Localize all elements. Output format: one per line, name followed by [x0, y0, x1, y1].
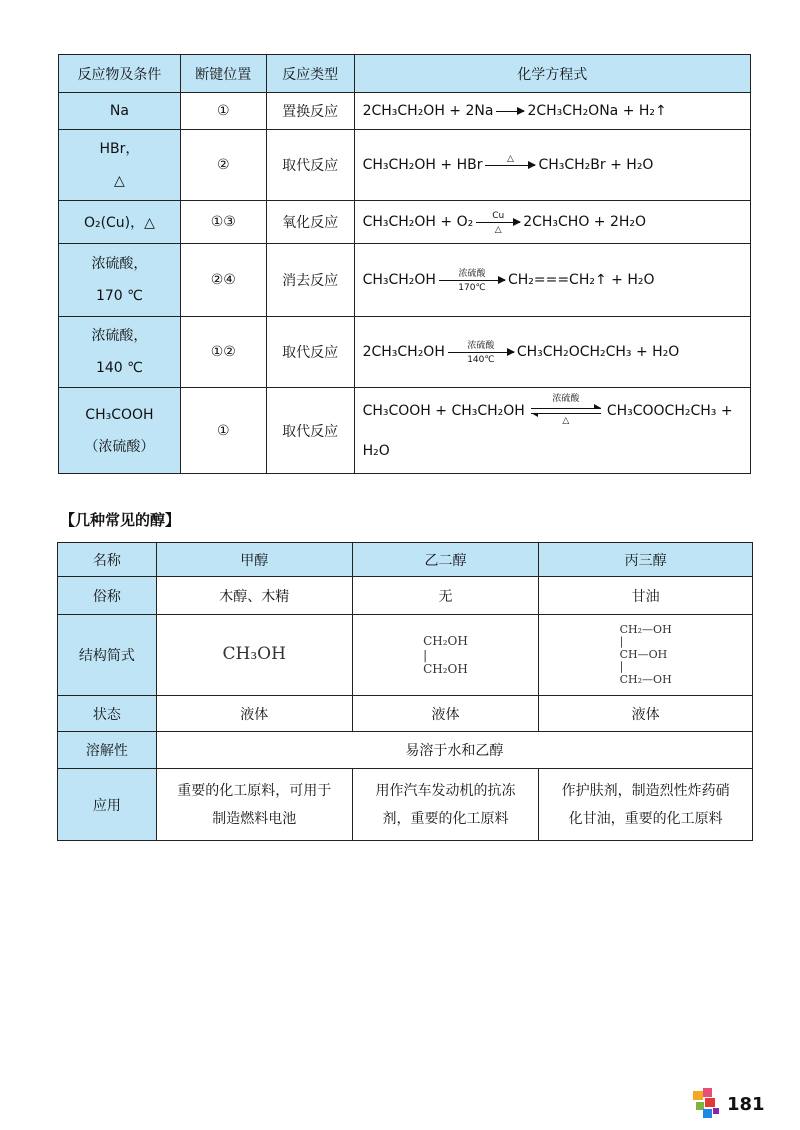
use-glycerol [539, 769, 753, 841]
label-name: 名称 [58, 543, 157, 577]
reaction-arrow [476, 210, 520, 235]
struct-line: CH₂—OH [619, 672, 672, 686]
struct-line: | [619, 660, 624, 673]
common-methanol: 木醇、木精 [156, 577, 352, 615]
publisher-logo-icon [691, 1087, 721, 1121]
section-title: 【几种常见的醇】 [60, 511, 181, 529]
type-cell: 置换反应 [266, 93, 354, 130]
struct-line: CH—OH [619, 647, 668, 661]
use-methanol [156, 769, 352, 841]
common-ethylene-glycol: 无 [352, 577, 539, 615]
state-ethylene-glycol: 液体 [352, 696, 539, 732]
equation-right: CH₃CH₂OCH₂CH₃ + H₂O [516, 344, 680, 360]
header-bond: 断键位置 [180, 55, 266, 93]
name-methanol: 甲醇 [156, 543, 352, 577]
table-row [58, 732, 753, 769]
equation-right: CH₂===CH₂↑ + H₂O [507, 272, 655, 288]
arrow-condition-below: 170℃ [458, 282, 486, 293]
arrow-condition-below: 140℃ [467, 354, 495, 365]
table-row [59, 244, 751, 317]
type-cell: 取代反应 [266, 130, 354, 201]
condition-text-2: （浓硫酸） [84, 438, 155, 455]
use-line: 制造燃料电池 [212, 810, 297, 827]
arrow-condition-above: 浓硫酸 [467, 340, 495, 351]
condition-cell [59, 130, 181, 201]
equation-cell [354, 317, 750, 388]
equation-left: CH₃CH₂OH + HBr [362, 157, 483, 173]
use-line: 重要的化工原料，可用于 [177, 782, 332, 799]
structure-ethylene-glycol [352, 615, 539, 696]
table-row [58, 543, 753, 577]
page-number: 181 [727, 1094, 765, 1115]
table-row [59, 130, 751, 201]
type-cell: 取代反应 [266, 388, 354, 474]
condition-text: 浓硫酸， [91, 328, 148, 344]
type-cell: 消去反应 [266, 244, 354, 317]
table-row [59, 93, 751, 130]
common-glycerol: 甘油 [539, 577, 753, 615]
equation-left: CH₃COOH + CH₃CH₂OH [362, 402, 525, 419]
state-glycerol: 液体 [539, 696, 753, 732]
arrow-condition-below: △ [562, 415, 570, 426]
condition-cell [59, 201, 181, 244]
condition-cell [59, 244, 181, 317]
use-line: 用作汽车发动机的抗冻 [375, 782, 516, 799]
equation-cell [354, 388, 750, 474]
type-cell: 氧化反应 [266, 201, 354, 244]
header-equation: 化学方程式 [354, 55, 750, 93]
structure-methanol [156, 615, 352, 696]
equation-left: CH₃CH₂OH [362, 272, 436, 288]
label-solubility: 溶解性 [58, 732, 157, 769]
reaction-arrow [448, 340, 514, 365]
reaction-table [58, 54, 751, 474]
table-row [58, 696, 753, 732]
table-row [59, 201, 751, 244]
name-glycerol: 丙三醇 [539, 543, 753, 577]
label-state: 状态 [58, 696, 157, 732]
type-cell: 取代反应 [266, 317, 354, 388]
use-line: 剂，重要的化工原料 [382, 810, 509, 827]
bond-cell: ②④ [180, 244, 266, 317]
bond-cell: ① [180, 93, 266, 130]
equation-right: 2CH₃CH₂ONa + H₂↑ [527, 103, 667, 119]
condition-text-2: 140 ℃ [95, 360, 143, 376]
struct-line: | [619, 635, 624, 648]
equation-cell [354, 201, 750, 244]
name-ethylene-glycol: 乙二醇 [352, 543, 539, 577]
structure-formula [423, 634, 468, 676]
structure-glycerol [539, 615, 753, 696]
table-row [59, 388, 751, 474]
arrow-condition-above: 浓硫酸 [458, 268, 486, 279]
equation-left: 2CH₃CH₂OH + 2Na [362, 103, 494, 119]
arrow-condition-above: △ [507, 153, 514, 164]
reversible-arrow [531, 393, 601, 426]
struct-line: CH₂—OH [619, 622, 672, 636]
table-row [58, 615, 753, 696]
alcohols-table [57, 542, 753, 841]
equation-continuation: H₂O [362, 442, 390, 459]
bond-cell: ② [180, 130, 266, 201]
condition-text-2: △ [114, 173, 125, 189]
condition-text-2: 170 ℃ [95, 288, 143, 304]
equation-cell [354, 93, 750, 130]
bond-cell: ①② [180, 317, 266, 388]
header-conditions: 反应物及条件 [59, 55, 181, 93]
equation-right: CH₃CH₂Br + H₂O [538, 157, 654, 173]
use-ethylene-glycol [352, 769, 539, 841]
struct-line: | [423, 647, 428, 662]
label-structure: 结构简式 [58, 615, 157, 696]
structure-formula [620, 624, 672, 687]
arrow-condition-above: Cu [492, 210, 505, 221]
equation-right: 2CH₃CHO + 2H₂O [523, 214, 647, 230]
solubility-value: 易溶于水和乙醇 [156, 732, 752, 769]
use-line: 作护肤剂，制造烈性炸药硝 [561, 782, 730, 799]
condition-cell [59, 317, 181, 388]
condition-text: O₂(Cu)，△ [83, 215, 155, 231]
equation-cell [354, 130, 750, 201]
structure-formula: CH₃OH [222, 644, 286, 664]
table-row [58, 769, 753, 841]
reaction-arrow [485, 153, 535, 166]
condition-text: HBr， [99, 141, 140, 157]
table-row [59, 317, 751, 388]
condition-cell [59, 388, 181, 474]
bond-cell: ① [180, 388, 266, 474]
equation-left: CH₃CH₂OH + O₂ [362, 214, 474, 230]
equation-right: CH₃COOCH₂CH₃ + [606, 402, 733, 419]
struct-line: CH₂OH [423, 661, 468, 676]
state-methanol: 液体 [156, 696, 352, 732]
condition-text: 浓硫酸， [91, 256, 148, 272]
header-type: 反应类型 [266, 55, 354, 93]
use-line: 化甘油，重要的化工原料 [568, 810, 723, 827]
equation-left: 2CH₃CH₂OH [362, 344, 445, 360]
bond-cell: ①③ [180, 201, 266, 244]
condition-cell [59, 93, 181, 130]
condition-text: CH₃COOH [85, 406, 154, 423]
arrow-condition-above: 浓硫酸 [552, 393, 580, 404]
struct-line: CH₂OH [423, 633, 468, 648]
label-use: 应用 [58, 769, 157, 841]
label-common-name: 俗称 [58, 577, 157, 615]
reaction-arrow [496, 111, 524, 112]
table-row [58, 577, 753, 615]
reaction-arrow [439, 268, 505, 293]
arrow-condition-below: △ [494, 224, 502, 235]
condition-text: Na [109, 103, 129, 119]
equation-cell [354, 244, 750, 317]
